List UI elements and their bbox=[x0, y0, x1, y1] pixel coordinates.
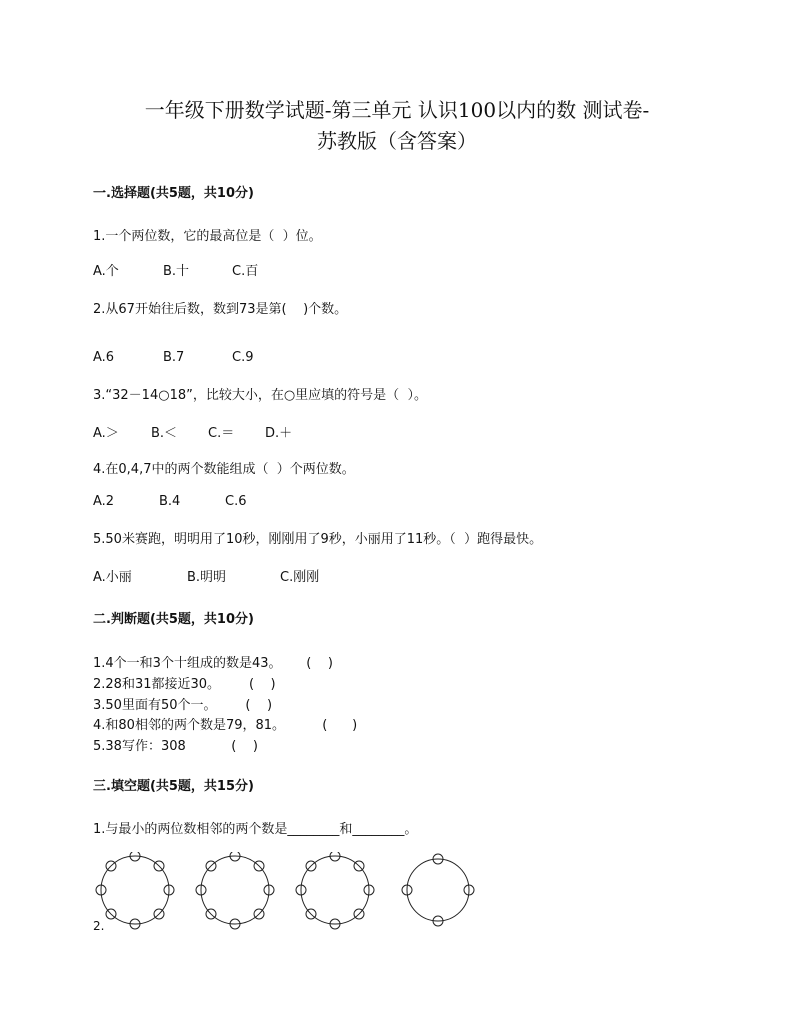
bead-ring-4 bbox=[402, 854, 474, 926]
judge-item-4: 4.和80相邻的两个数是79，81。 ( ) bbox=[93, 718, 358, 733]
section1-heading: 一.选择题(共5题，共10分) bbox=[93, 186, 254, 201]
section3-heading: 三.填空题(共5题，共15分) bbox=[93, 779, 254, 794]
q3-option-d: D.＋ bbox=[265, 426, 293, 441]
fill-question-1: 1.与最小的两位数相邻的两个数是________和________。 bbox=[93, 822, 418, 837]
bead-ring-1 bbox=[96, 852, 174, 929]
q2-option-c: C.9 bbox=[232, 350, 254, 365]
judge-item-3: 3.50里面有50个一。 ( ) bbox=[93, 698, 273, 713]
q5-option-b: B.明明 bbox=[187, 570, 227, 585]
question-2: 2.从67开始往后数，数到73是第( )个数。 bbox=[93, 302, 348, 317]
question-3: 3.“32－14○18”，比较大小，在○里应填的符号是（ ）。 bbox=[93, 388, 427, 403]
q3-option-b: B.＜ bbox=[151, 426, 178, 441]
bead-rings-figure bbox=[95, 852, 495, 932]
q2-option-b: B.7 bbox=[163, 350, 185, 365]
question-4: 4.在0,4,7中的两个数能组成（ ）个两位数。 bbox=[93, 462, 355, 477]
q4-option-a: A.2 bbox=[93, 494, 115, 509]
q1-option-b: B.十 bbox=[163, 264, 190, 279]
question-5: 5.50米赛跑，明明用了10秒，刚刚用了9秒，小丽用了11秒。（ ）跑得最快。 bbox=[93, 532, 543, 547]
bead-ring-3 bbox=[296, 852, 374, 929]
document-title-line2: 苏教版（含答案） bbox=[317, 129, 477, 153]
q4-option-b: B.4 bbox=[159, 494, 181, 509]
q4-option-c: C.6 bbox=[225, 494, 247, 509]
bead-ring-2 bbox=[196, 852, 274, 929]
q1-option-c: C.百 bbox=[232, 264, 259, 279]
q5-option-c: C.刚刚 bbox=[280, 570, 320, 585]
q1-option-a: A.个 bbox=[93, 264, 119, 279]
q3-option-a: A.＞ bbox=[93, 426, 119, 441]
judge-item-1: 1.4个一和3个十组成的数是43。 ( ) bbox=[93, 656, 333, 671]
question-1: 1.一个两位数，它的最高位是（ ）位。 bbox=[93, 229, 322, 244]
q2-option-a: A.6 bbox=[93, 350, 115, 365]
section2-heading: 二.判断题(共5题，共10分) bbox=[93, 612, 254, 627]
q3-option-c: C.＝ bbox=[208, 426, 235, 441]
q5-option-a: A.小丽 bbox=[93, 570, 132, 585]
document-title-line1: 一年级下册数学试题-第三单元 认识100以内的数 测试卷- bbox=[144, 98, 650, 122]
judge-item-5: 5.38写作：308 ( ) bbox=[93, 739, 258, 754]
fill-question-2-label: 2. bbox=[93, 919, 105, 933]
judge-item-2: 2.28和31都接近30。 ( ) bbox=[93, 677, 276, 692]
